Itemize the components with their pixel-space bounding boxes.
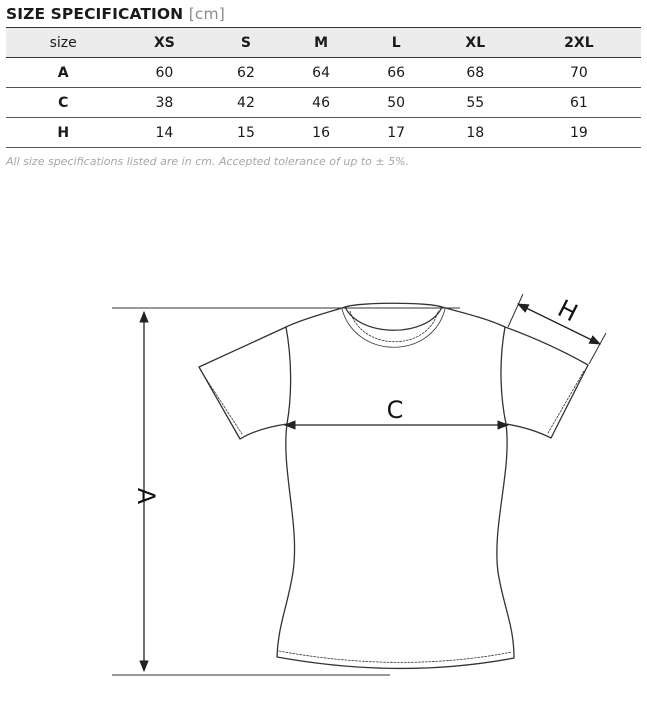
left-sleeve	[199, 327, 287, 439]
column-header-l: L	[391, 34, 401, 51]
neckline	[345, 303, 442, 307]
table-cell: 70	[569, 64, 588, 81]
title-text: SIZE SPECIFICATION	[6, 5, 184, 23]
column-header-s: S	[240, 34, 251, 51]
column-header-size: size	[49, 34, 77, 51]
right-sleeve	[505, 327, 588, 438]
row-label-c: C	[58, 94, 69, 111]
table-cell: 19	[569, 124, 588, 141]
row-label-a: A	[57, 64, 69, 81]
table-cell: 42	[237, 94, 255, 111]
table-cell: 55	[466, 94, 485, 111]
column-header-m: M	[314, 34, 329, 51]
measurement-h	[508, 294, 606, 364]
table-cell: 18	[466, 124, 485, 141]
table-cell: 61	[569, 94, 588, 111]
row-label-h: H	[57, 124, 70, 141]
column-header-2xl: 2XL	[564, 34, 594, 51]
table-cell: 46	[312, 94, 330, 111]
label-h: H	[553, 294, 583, 328]
table-cell: 16	[312, 124, 330, 141]
table-cell: 14	[155, 124, 174, 141]
table-cell: 38	[155, 94, 174, 111]
measurement-a	[112, 308, 460, 675]
tshirt-body-outline	[277, 307, 514, 668]
column-header-xs: XS	[153, 34, 175, 51]
table-cell: 50	[387, 94, 406, 111]
table-cell: 15	[237, 124, 255, 141]
measurement-c	[285, 396, 508, 425]
unit-label: [cm]	[188, 5, 225, 23]
table-cell: 64	[312, 64, 330, 81]
table-cell: 66	[387, 64, 406, 81]
label-c: C	[386, 396, 404, 424]
table-cell: 17	[387, 124, 406, 141]
table-cell: 62	[237, 64, 255, 81]
tolerance-note: All size specifications listed are in cm. Accepted tolerance of up to ± 5%.	[6, 155, 410, 168]
column-header-xl: XL	[465, 34, 486, 51]
table-cell: 68	[466, 64, 485, 81]
label-a: A	[132, 487, 160, 505]
table-cell: 60	[155, 64, 174, 81]
